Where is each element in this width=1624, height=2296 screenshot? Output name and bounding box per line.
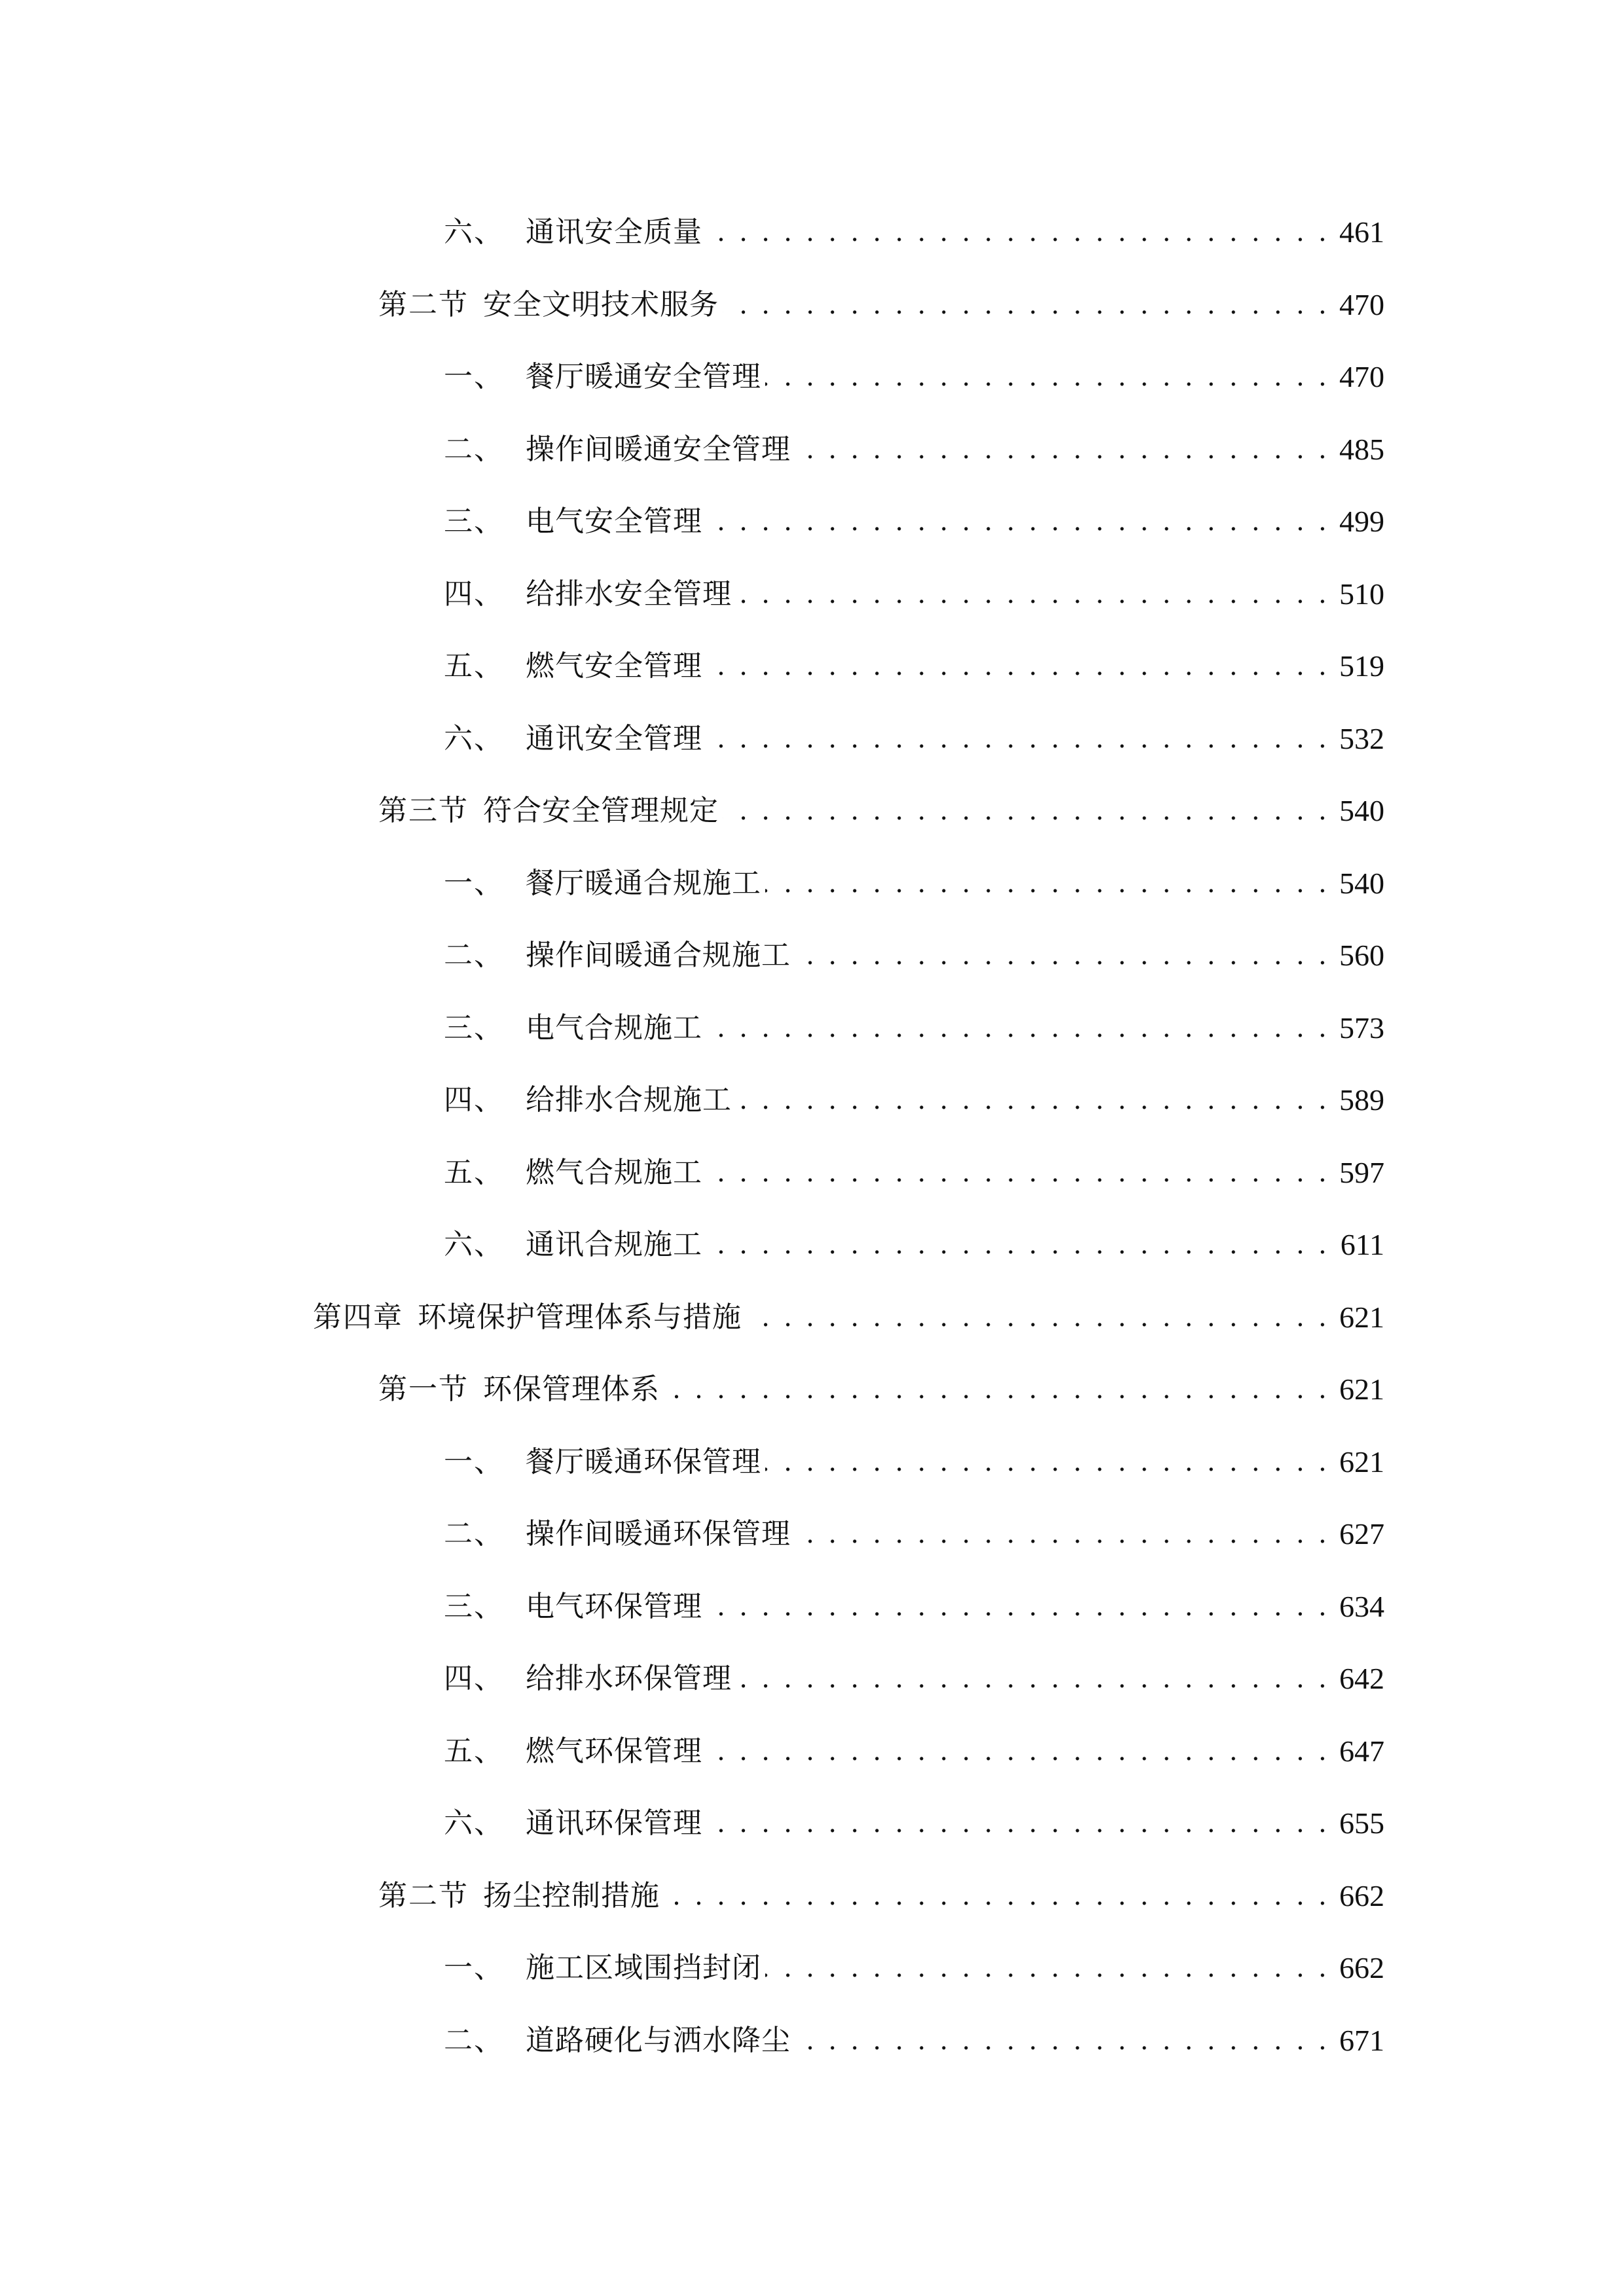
toc-entry-title: 操作间暖通合规施工 [526,939,791,972]
toc-entry-title: 燃气安全管理 [526,649,702,683]
toc-entry-number: 三、 [444,1589,504,1623]
toc-entry-title: 给排水合规施工 [526,1083,732,1117]
toc-entry-page: 499 [1339,505,1384,538]
toc-entry-number: 六、 [444,721,504,755]
dot-leader [706,213,1329,252]
toc-entry-page: 647 [1339,1734,1384,1768]
toc-entry[interactable] [0,2008,1624,2081]
toc-entry-title: 电气合规施工 [526,1011,702,1045]
toc-entry-number: 二、 [444,2023,504,2057]
toc-entry-page: 671 [1339,2023,1384,2057]
toc-entry[interactable] [0,1285,1624,1357]
toc-entry-number: 五、 [444,1734,504,1768]
toc-entry-number: 第一节 [378,1372,469,1406]
toc-entry-number: 三、 [444,505,504,538]
toc-entry-title: 通讯安全质量 [526,215,702,249]
toc-entry-page: 519 [1339,649,1384,683]
toc-entry-title: 扬尘控制措施 [483,1878,660,1912]
toc-entry[interactable] [0,200,1624,272]
toc-entry-title: 通讯合规施工 [526,1228,702,1261]
toc-entry-number: 四、 [444,1083,504,1117]
toc-entry[interactable] [0,1863,1624,1936]
toc-entry-page: 540 [1339,794,1384,827]
toc-entry-number: 五、 [444,1155,504,1189]
toc-entry[interactable] [0,1212,1624,1285]
toc-entry-title: 操作间暖通安全管理 [526,432,791,466]
dot-leader [664,1370,1329,1409]
dot-leader [706,1009,1329,1048]
toc-entry[interactable] [0,489,1624,562]
toc-entry-page: 461 [1339,215,1384,249]
table-of-contents [0,200,1624,2080]
toc-entry-number: 四、 [444,1662,504,1695]
toc-entry-page: 642 [1339,1662,1384,1695]
dot-leader [765,1443,1329,1482]
toc-entry-page: 634 [1339,1589,1384,1623]
toc-entry-title: 餐厅暖通安全管理 [526,360,761,393]
toc-entry-page: 597 [1339,1155,1384,1189]
toc-entry[interactable] [0,851,1624,924]
toc-entry-page: 621 [1339,1300,1384,1334]
toc-entry-page: 573 [1339,1011,1384,1045]
toc-entry-number: 一、 [444,866,504,900]
dot-leader [706,1804,1329,1843]
toc-entry-title: 道路硬化与洒水降尘 [526,2023,791,2057]
toc-entry-title: 安全文明技术服务 [483,287,719,321]
toc-entry[interactable] [0,923,1624,996]
toc-entry-page: 470 [1339,287,1384,321]
toc-entry-number: 六、 [444,1806,504,1840]
toc-entry[interactable] [0,1357,1624,1429]
dot-leader [706,647,1329,686]
toc-entry-page: 621 [1339,1372,1384,1406]
toc-entry-title: 通讯安全管理 [526,721,702,755]
toc-entry[interactable] [0,272,1624,345]
toc-entry-title: 给排水环保管理 [526,1662,732,1695]
toc-entry-number: 一、 [444,360,504,393]
toc-entry-number: 一、 [444,1951,504,1984]
toc-entry-page: 611 [1340,1228,1384,1261]
dot-leader [765,1948,1329,1988]
dot-leader [795,936,1329,975]
toc-entry-title: 餐厅暖通合规施工 [526,866,761,900]
dot-leader [765,864,1329,903]
dot-leader [795,1515,1329,1554]
dot-leader [706,719,1329,759]
toc-entry[interactable] [0,1501,1624,1574]
dot-leader [706,1587,1329,1626]
toc-entry-title: 操作间暖通环保管理 [526,1517,791,1551]
dot-leader [706,1225,1329,1265]
toc-entry[interactable] [0,1574,1624,1647]
toc-entry[interactable] [0,1719,1624,1791]
toc-entry[interactable] [0,562,1624,634]
toc-entry-number: 四、 [444,577,504,611]
toc-entry[interactable] [0,344,1624,417]
toc-entry-page: 589 [1339,1083,1384,1117]
toc-entry-page: 532 [1339,721,1384,755]
dot-leader [706,1732,1329,1771]
toc-entry-number: 二、 [444,939,504,972]
dot-leader [736,575,1329,614]
dot-leader [746,1298,1329,1337]
dot-leader [795,430,1329,469]
toc-entry-title: 电气环保管理 [526,1589,702,1623]
toc-entry-page: 662 [1339,1951,1384,1984]
toc-entry-title: 电气安全管理 [526,505,702,538]
toc-entry-number: 二、 [444,1517,504,1551]
toc-entry-title: 给排水安全管理 [526,577,732,611]
toc-entry[interactable] [0,706,1624,779]
toc-entry-page: 485 [1339,432,1384,466]
toc-entry-number: 五、 [444,649,504,683]
dot-leader [706,502,1329,541]
dot-leader [765,357,1329,397]
toc-entry-number: 六、 [444,215,504,249]
toc-entry[interactable] [0,1791,1624,1863]
toc-entry-page: 540 [1339,866,1384,900]
toc-entry[interactable] [0,634,1624,706]
toc-entry-page: 655 [1339,1806,1384,1840]
toc-entry-page: 470 [1339,360,1384,393]
toc-entry[interactable] [0,1429,1624,1502]
toc-entry[interactable] [0,778,1624,851]
toc-entry-title: 燃气合规施工 [526,1155,702,1189]
toc-entry-page: 627 [1339,1517,1384,1551]
toc-entry-title: 燃气环保管理 [526,1734,702,1768]
toc-entry-number: 第四章 [313,1300,403,1334]
dot-leader [736,1659,1329,1698]
dot-leader [723,791,1329,831]
toc-entry-page: 662 [1339,1878,1384,1912]
dot-leader [664,1876,1329,1916]
toc-entry[interactable] [0,1935,1624,2008]
dot-leader [736,1081,1329,1120]
toc-entry-title: 施工区域围挡封闭 [526,1951,761,1984]
toc-entry[interactable] [0,1646,1624,1719]
toc-entry-page: 510 [1339,577,1384,611]
toc-entry-number: 一、 [444,1444,504,1479]
toc-entry[interactable] [0,417,1624,490]
dot-leader [795,2021,1329,2060]
toc-entry-title: 环保管理体系 [483,1372,660,1406]
toc-entry-number: 第三节 [378,794,469,827]
toc-entry-page: 621 [1339,1444,1384,1479]
dot-leader [706,1153,1329,1193]
toc-entry[interactable] [0,1067,1624,1140]
toc-entry-page: 560 [1339,939,1384,972]
dot-leader [723,285,1329,325]
toc-entry-number: 第二节 [378,287,469,321]
toc-entry[interactable] [0,1140,1624,1213]
toc-entry-number: 六、 [444,1228,504,1261]
toc-entry-number: 三、 [444,1011,504,1045]
toc-entry-number: 第二节 [378,1878,469,1912]
toc-entry[interactable] [0,996,1624,1068]
toc-entry-title: 环境保护管理体系与措施 [418,1300,742,1334]
toc-entry-number: 二、 [444,432,504,466]
toc-entry-title: 通讯环保管理 [526,1806,702,1840]
toc-entry-title: 餐厅暖通环保管理 [526,1444,761,1479]
toc-entry-title: 符合安全管理规定 [483,794,719,827]
